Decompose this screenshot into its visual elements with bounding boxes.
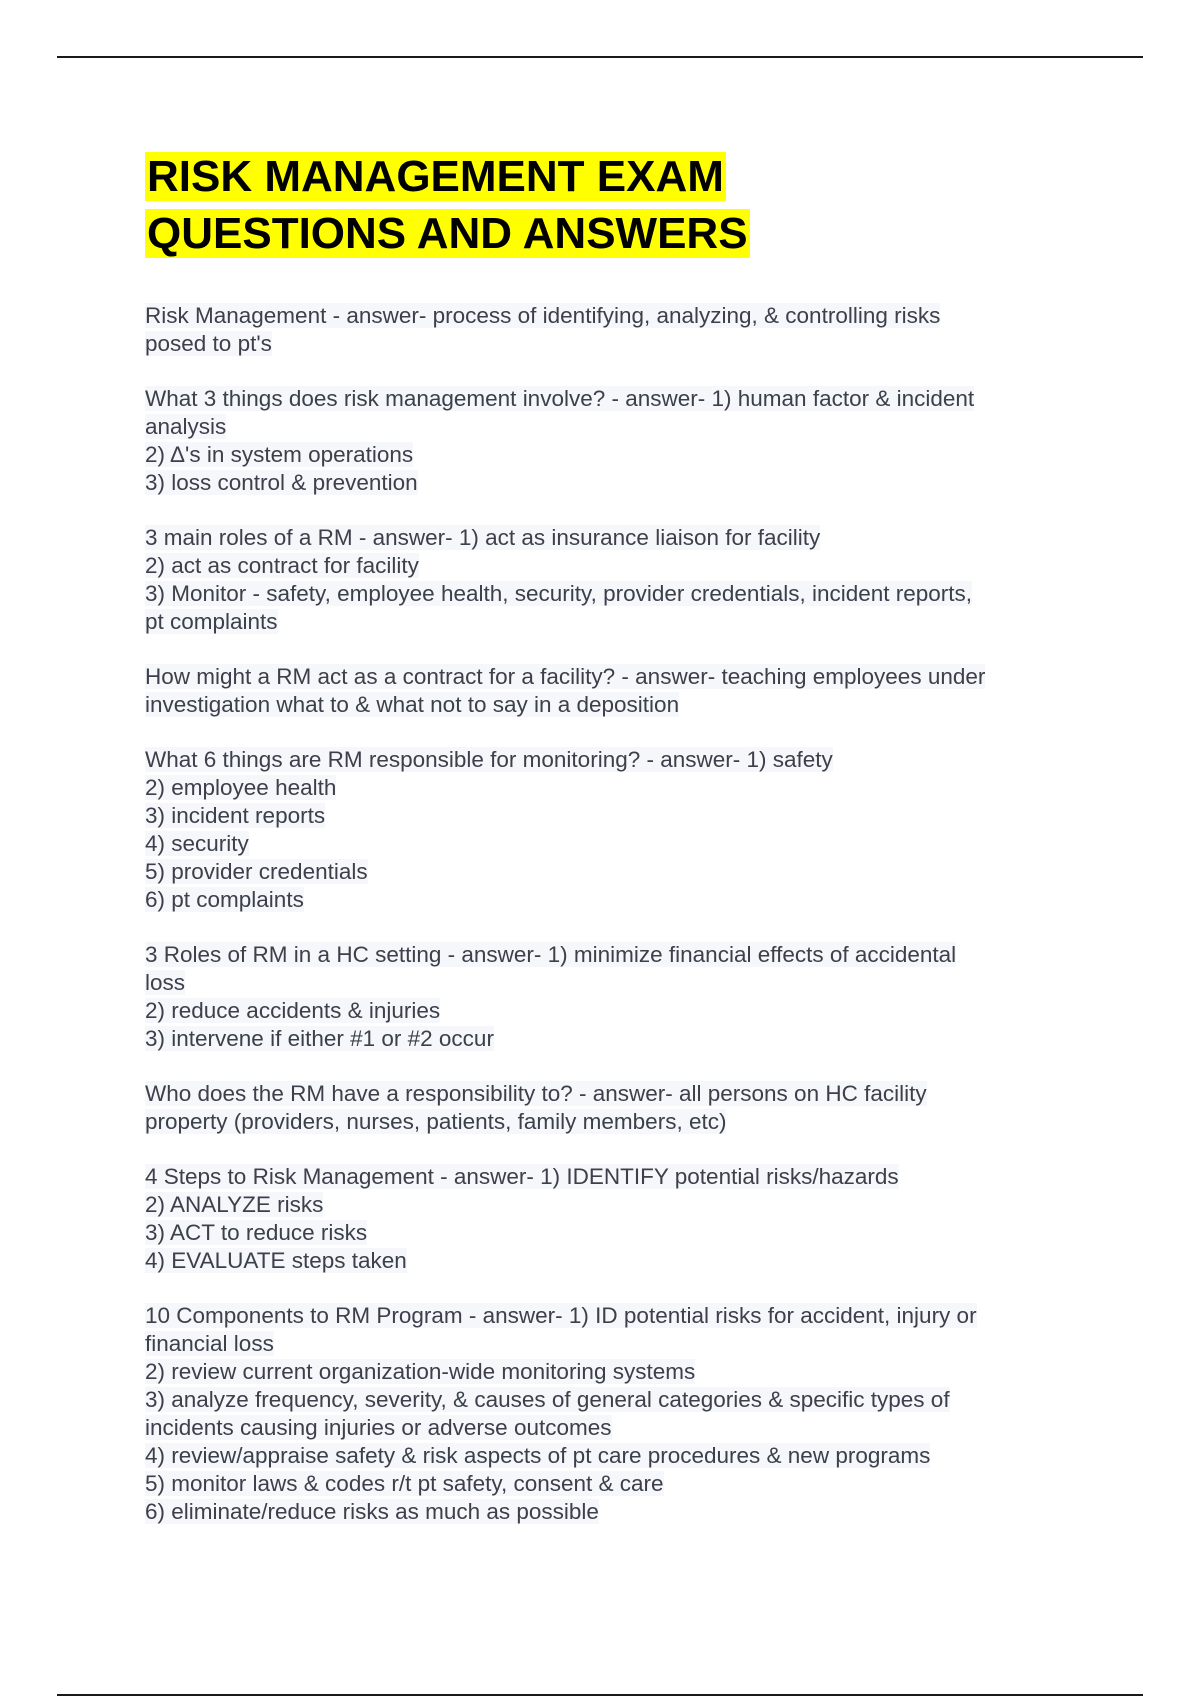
qa-item bbox=[145, 941, 1065, 1053]
qa-line bbox=[145, 1247, 1065, 1275]
qa-line bbox=[145, 1108, 1065, 1136]
qa-line bbox=[145, 774, 1065, 802]
qa-line bbox=[145, 552, 1065, 580]
qa-line bbox=[145, 1191, 1065, 1219]
bottom-rule bbox=[57, 1694, 1143, 1696]
qa-line bbox=[145, 802, 1065, 830]
qa-line-text: 3) incident reports bbox=[145, 803, 326, 828]
qa-line bbox=[145, 302, 1065, 330]
qa-line bbox=[145, 1498, 1065, 1526]
qa-line-text: 4) security bbox=[145, 831, 249, 856]
title-line-2: QUESTIONS AND ANSWERS bbox=[147, 209, 748, 258]
qa-line bbox=[145, 580, 1065, 608]
qa-line bbox=[145, 1442, 1065, 1470]
qa-list bbox=[145, 302, 1065, 1526]
qa-line-text: 3 Roles of RM in a HC setting - answer- 1) minimize financial effects of accidental bbox=[145, 942, 957, 967]
qa-line-text: 2) ANALYZE risks bbox=[145, 1192, 324, 1217]
qa-line-text: pt complaints bbox=[145, 609, 278, 634]
qa-line bbox=[145, 1358, 1065, 1386]
qa-line bbox=[145, 1025, 1065, 1053]
title-line-1: RISK MANAGEMENT EXAM bbox=[147, 152, 724, 201]
qa-line bbox=[145, 663, 1065, 691]
qa-line bbox=[145, 997, 1065, 1025]
qa-item bbox=[145, 663, 1065, 719]
qa-line bbox=[145, 830, 1065, 858]
top-rule bbox=[57, 56, 1143, 58]
qa-line bbox=[145, 1302, 1065, 1330]
qa-line-text: Risk Management - answer- process of identifying, analyzing, & controlling risks bbox=[145, 303, 941, 328]
qa-line-text: 3) analyze frequency, severity, & causes of general categories & specific types of bbox=[145, 1387, 950, 1412]
qa-line-text: 2) review current organization-wide monitoring systems bbox=[145, 1359, 696, 1384]
qa-line bbox=[145, 1330, 1065, 1358]
qa-line bbox=[145, 330, 1065, 358]
qa-line bbox=[145, 385, 1065, 413]
qa-line-text: 3 main roles of a RM - answer- 1) act as insurance liaison for facility bbox=[145, 525, 821, 550]
qa-line-text: 4) review/appraise safety & risk aspects of pt care procedures & new programs bbox=[145, 1443, 931, 1468]
qa-line-text: 6) pt complaints bbox=[145, 887, 304, 912]
qa-item bbox=[145, 1302, 1065, 1526]
qa-line bbox=[145, 1470, 1065, 1498]
qa-line-text: 3) ACT to reduce risks bbox=[145, 1220, 368, 1245]
qa-line-text: How might a RM act as a contract for a facility? - answer- teaching employees under bbox=[145, 664, 986, 689]
qa-line-text: 10 Components to RM Program - answer- 1) ID potential risks for accident, injury or bbox=[145, 1303, 977, 1328]
qa-line bbox=[145, 941, 1065, 969]
qa-line-text: incidents causing injuries or adverse outcomes bbox=[145, 1415, 612, 1440]
qa-line-text: 3) Monitor - safety, employee health, security, provider credentials, incident reports, bbox=[145, 581, 973, 606]
qa-line bbox=[145, 886, 1065, 914]
qa-line bbox=[145, 858, 1065, 886]
qa-item bbox=[145, 746, 1065, 914]
qa-line bbox=[145, 691, 1065, 719]
qa-line-text: 3) intervene if either #1 or #2 occur bbox=[145, 1026, 494, 1051]
qa-line-text: loss bbox=[145, 970, 186, 995]
qa-line-text: Who does the RM have a responsibility to? - answer- all persons on HC facility bbox=[145, 1081, 927, 1106]
qa-line-text: 2) reduce accidents & injuries bbox=[145, 998, 441, 1023]
qa-line-text: property (providers, nurses, patients, family members, etc) bbox=[145, 1109, 727, 1134]
qa-line-text: investigation what to & what not to say in a deposition bbox=[145, 692, 680, 717]
qa-line-text: 4) EVALUATE steps taken bbox=[145, 1248, 407, 1273]
qa-line bbox=[145, 1080, 1065, 1108]
qa-line bbox=[145, 469, 1065, 497]
qa-line-text: 2) act as contract for facility bbox=[145, 553, 419, 578]
qa-line bbox=[145, 969, 1065, 997]
qa-line bbox=[145, 1386, 1065, 1414]
qa-line bbox=[145, 746, 1065, 774]
qa-line bbox=[145, 441, 1065, 469]
qa-item bbox=[145, 524, 1065, 636]
qa-line bbox=[145, 524, 1065, 552]
qa-line-text: 2) Δ's in system operations bbox=[145, 442, 414, 467]
qa-line-text: posed to pt's bbox=[145, 331, 272, 356]
qa-line bbox=[145, 1414, 1065, 1442]
qa-line-text: What 6 things are RM responsible for monitoring? - answer- 1) safety bbox=[145, 747, 833, 772]
qa-line bbox=[145, 413, 1065, 441]
qa-line-text: analysis bbox=[145, 414, 227, 439]
qa-item bbox=[145, 385, 1065, 497]
qa-line-text: 4 Steps to Risk Management - answer- 1) IDENTIFY potential risks/hazards bbox=[145, 1164, 899, 1189]
qa-line-text: financial loss bbox=[145, 1331, 274, 1356]
qa-line bbox=[145, 608, 1065, 636]
qa-line-text: What 3 things does risk management involve? - answer- 1) human factor & incident bbox=[145, 386, 975, 411]
qa-line-text: 5) monitor laws & codes r/t pt safety, consent & care bbox=[145, 1471, 664, 1496]
qa-line-text: 2) employee health bbox=[145, 775, 337, 800]
qa-item bbox=[145, 302, 1065, 358]
qa-line bbox=[145, 1219, 1065, 1247]
document-body bbox=[145, 148, 1065, 1553]
document-title bbox=[145, 148, 1065, 262]
qa-line-text: 6) eliminate/reduce risks as much as possible bbox=[145, 1499, 599, 1524]
qa-line-text: 3) loss control & prevention bbox=[145, 470, 418, 495]
qa-line bbox=[145, 1163, 1065, 1191]
qa-line-text: 5) provider credentials bbox=[145, 859, 368, 884]
qa-item bbox=[145, 1163, 1065, 1275]
qa-item bbox=[145, 1080, 1065, 1136]
